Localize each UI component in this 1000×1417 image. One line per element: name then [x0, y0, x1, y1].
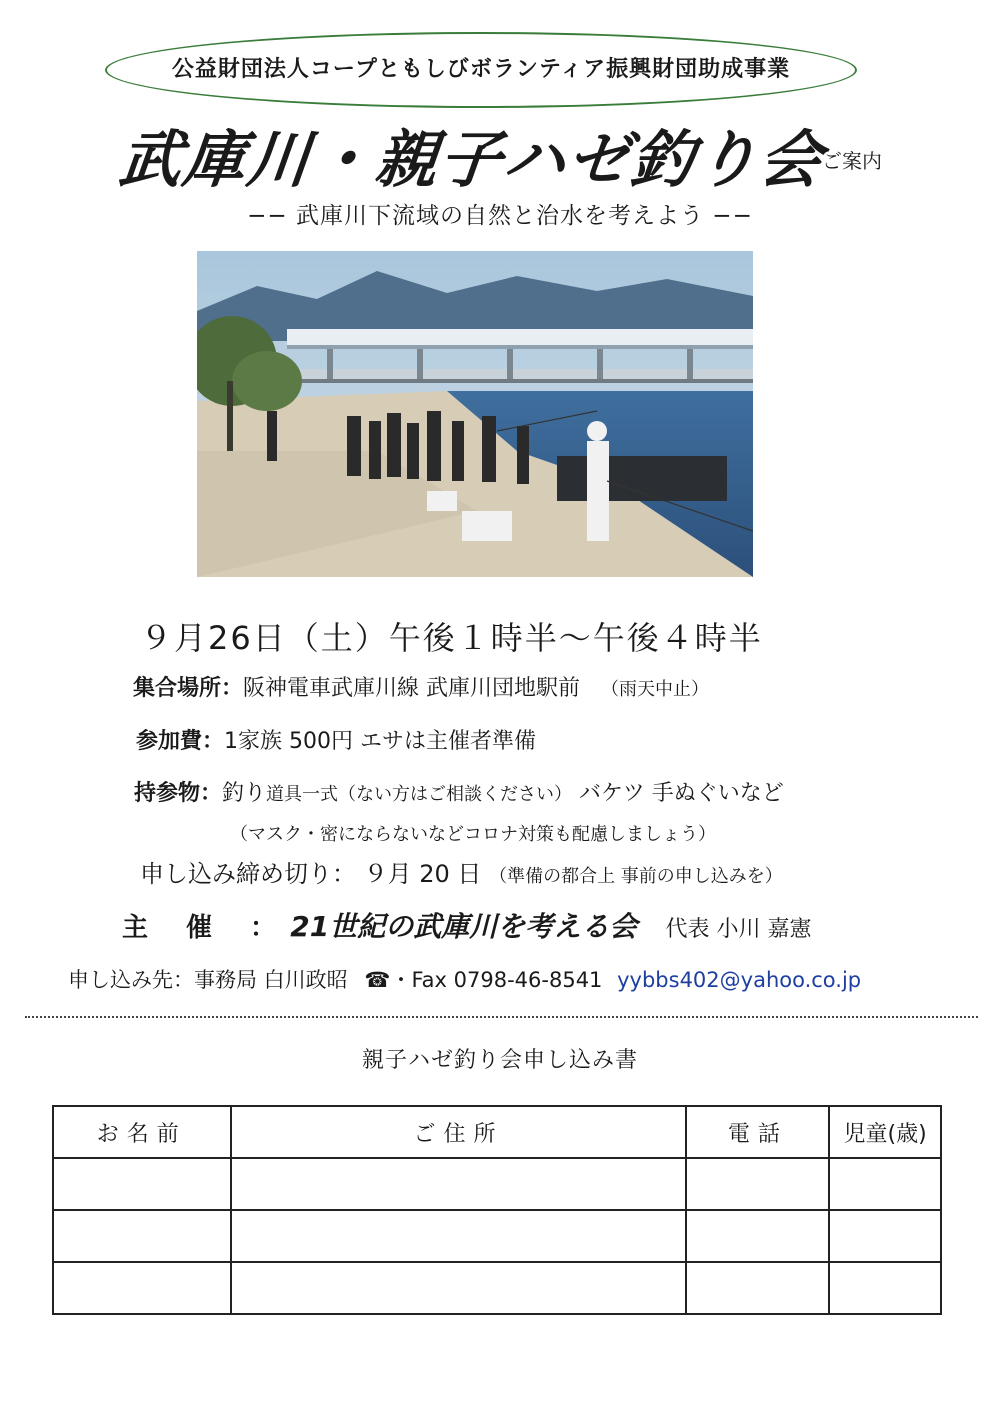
header-phone: 電話	[686, 1106, 829, 1158]
form-row	[53, 1210, 941, 1262]
page-title: 武庫川・親子ハゼ釣り会	[115, 123, 828, 196]
organizer-label: 主 催 ：	[122, 913, 283, 943]
fee-row	[136, 724, 536, 755]
child-age-cell[interactable]	[829, 1210, 941, 1262]
meeting-label: 集合場所：	[133, 676, 244, 701]
child-age-cell[interactable]	[829, 1262, 941, 1314]
organizer-name: 21世紀の武庫川を考える会	[290, 910, 638, 943]
grant-text: 公益財団法人コープともしびボランティア振興財団助成事業	[171, 57, 791, 82]
phone-cell[interactable]	[686, 1158, 829, 1210]
application-form-table	[52, 1105, 942, 1315]
river-fishing-photo	[197, 251, 753, 577]
meeting-note: （雨天中止）	[601, 679, 710, 700]
deadline-row	[140, 854, 783, 889]
contact-label: 申し込み先：事務局 白川政昭	[68, 968, 348, 992]
deadline-note: （準備の都合上 事前の申し込みを）	[489, 866, 783, 887]
form-title: 親子ハゼ釣り会申し込み書	[361, 1048, 638, 1073]
name-cell[interactable]	[53, 1262, 231, 1314]
form-header-row	[53, 1106, 941, 1158]
contact-phone: ☎・Fax 0798-46-8541	[364, 968, 603, 992]
items-row	[134, 776, 784, 807]
items-more: バケツ 手ぬぐいなど	[579, 781, 784, 806]
cut-line-divider	[25, 1016, 978, 1018]
title-suffix: ご案内	[822, 149, 882, 173]
deadline-value: ９月 20 日	[363, 860, 482, 888]
address-cell[interactable]	[231, 1158, 687, 1210]
contact-email[interactable]: yybbs402@yahoo.co.jp	[617, 968, 862, 992]
header-child-age: 児童(歳)	[829, 1106, 941, 1158]
name-cell[interactable]	[53, 1158, 231, 1210]
fee-label: 参加費：	[136, 729, 225, 754]
phone-cell[interactable]	[686, 1210, 829, 1262]
items-detail: 道具一式（ない方はご相談ください）	[266, 784, 573, 805]
fee-value: 1家族 500円 エサは主催者準備	[224, 729, 536, 754]
address-cell[interactable]	[231, 1210, 687, 1262]
form-row	[53, 1262, 941, 1314]
event-date-time: ９月26日（土）午後１時半〜午後４時半	[140, 619, 763, 657]
header-address: ご住所	[231, 1106, 687, 1158]
child-age-cell[interactable]	[829, 1158, 941, 1210]
items-main: 釣り	[222, 781, 267, 806]
name-cell[interactable]	[53, 1210, 231, 1262]
event-photo	[197, 251, 753, 577]
header-name: お名前	[53, 1106, 231, 1158]
deadline-label: 申し込み締め切り：	[140, 860, 356, 888]
page-subtitle: −− 武庫川下流域の自然と治水を考えよう −−	[247, 203, 753, 229]
form-row	[53, 1158, 941, 1210]
phone-cell[interactable]	[686, 1262, 829, 1314]
meeting-row	[133, 671, 709, 702]
organizer-representative: 代表 小川 嘉憲	[665, 917, 812, 942]
address-cell[interactable]	[231, 1262, 687, 1314]
contact-row	[68, 964, 861, 994]
meeting-place: 阪神電車武庫川線 武庫川団地駅前	[243, 676, 581, 701]
organizer-row	[122, 905, 812, 945]
items-label: 持参物：	[134, 781, 223, 806]
covid-note: （マスク・密にならないなどコロナ対策も配慮しましょう）	[230, 824, 716, 845]
